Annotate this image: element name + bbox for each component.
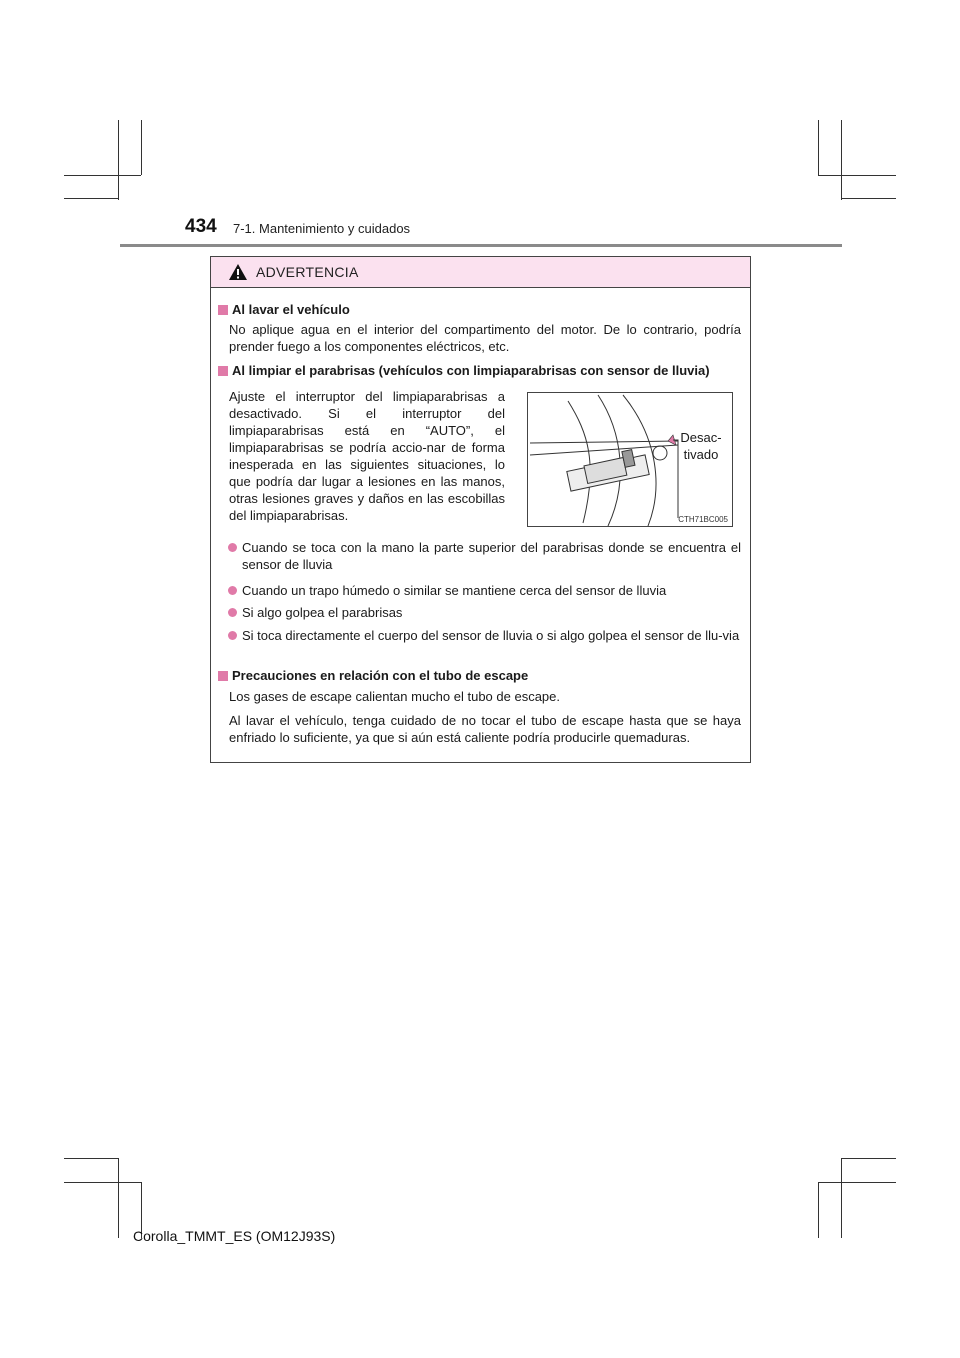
footer-text: Corolla_TMMT_ES (OM12J93S) bbox=[133, 1228, 336, 1244]
figure-code: CTH71BC005 bbox=[678, 515, 728, 524]
crop-mark bbox=[841, 1158, 842, 1238]
crop-mark bbox=[64, 198, 119, 199]
bullet-item: Cuando un trapo húmedo o similar se mantiene cerca del sensor de lluvia bbox=[218, 582, 741, 599]
paragraph: Ajuste el interruptor del limpiaparabrisas a desactivado. Si el interruptor del limpiaparabrisas está en “AUTO”, el limpiaparabrisas se podría accio-nar de forma inesperada en las siguientes situaciones, lo que podría dar lugar a lesiones en las manos, otras lesiones graves y daños en las escobillas del limpiaparabrisas. bbox=[229, 389, 505, 523]
crop-mark bbox=[818, 1182, 819, 1238]
warning-triangle-icon bbox=[228, 263, 248, 281]
section-heading: Precauciones en relación con el tubo de escape bbox=[218, 667, 528, 684]
crop-mark bbox=[141, 120, 142, 175]
bullet-dot-icon bbox=[228, 586, 237, 595]
crop-mark bbox=[64, 1158, 119, 1159]
crop-mark bbox=[118, 1158, 119, 1238]
warning-box bbox=[210, 256, 751, 763]
crop-mark bbox=[818, 175, 896, 176]
square-bullet-icon bbox=[218, 305, 228, 315]
wiper-switch-figure bbox=[527, 392, 733, 527]
crop-mark bbox=[818, 1182, 896, 1183]
paragraph: Los gases de escape calientan mucho el tubo de escape. bbox=[229, 689, 561, 704]
bullet-dot-icon bbox=[228, 631, 237, 640]
square-bullet-icon bbox=[218, 366, 228, 376]
crop-mark bbox=[64, 175, 141, 176]
square-bullet-icon bbox=[218, 671, 228, 681]
section-title: 7-1. Mantenimiento y cuidados bbox=[233, 221, 411, 236]
crop-mark bbox=[841, 198, 896, 199]
bullet-item: Cuando se toca con la mano la parte superior del parabrisas donde se encuentra el sensor de lluvia bbox=[218, 539, 741, 573]
page-number: 434 bbox=[185, 216, 217, 237]
crop-mark bbox=[841, 120, 842, 200]
bullet-item: Si toca directamente el cuerpo del sensor de lluvia o si algo golpea el sensor de llu-via bbox=[218, 627, 741, 644]
crop-mark bbox=[64, 1182, 142, 1183]
bullet-item: Si algo golpea el parabrisas bbox=[218, 604, 741, 621]
header-rule bbox=[120, 244, 842, 247]
warning-content bbox=[211, 287, 750, 762]
figure-label: Desac-tivado bbox=[680, 430, 722, 462]
section-heading: Al limpiar el parabrisas (vehículos con limpiaparabrisas con sensor de lluvia) bbox=[218, 362, 710, 379]
bullet-dot-icon bbox=[228, 543, 237, 552]
bullet-dot-icon bbox=[228, 608, 237, 617]
paragraph: No aplique agua en el interior del compartimento del motor. De lo contrario, podría prender fuego a los componentes eléctricos, etc. bbox=[229, 322, 741, 354]
crop-mark bbox=[841, 1158, 896, 1159]
warning-title: ADVERTENCIA bbox=[256, 264, 359, 280]
warning-header bbox=[211, 257, 750, 288]
crop-mark bbox=[118, 120, 119, 200]
section-heading: Al lavar el vehículo bbox=[218, 301, 350, 318]
paragraph: Al lavar el vehículo, tenga cuidado de no tocar el tubo de escape hasta que se haya enfriado lo suficiente, ya que si aún está caliente podría producirle quemaduras. bbox=[229, 713, 741, 745]
crop-mark bbox=[818, 120, 819, 175]
